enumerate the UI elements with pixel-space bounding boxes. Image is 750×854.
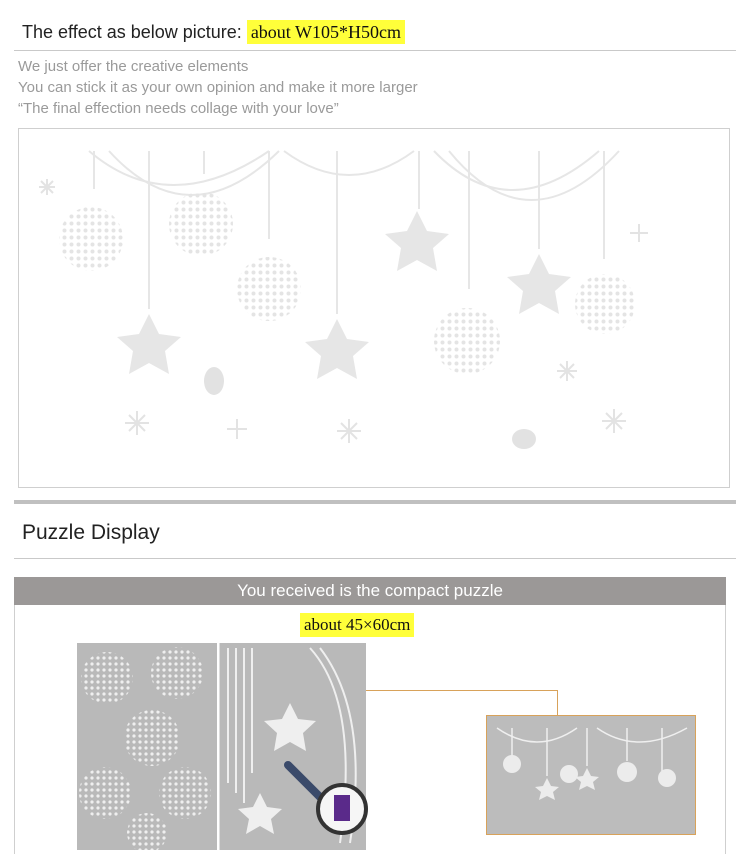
section2-title: Puzzle Display	[22, 521, 160, 544]
desc-line-1: We just offer the creative elements	[18, 58, 249, 75]
angel-icon	[204, 367, 536, 449]
puzzle-banner: You received is the compact puzzle	[14, 577, 726, 605]
puzzle-size-badge: about 45×60cm	[300, 613, 414, 637]
divider	[14, 558, 736, 559]
ornament-ball-icon	[79, 647, 211, 850]
connector-line	[557, 690, 558, 715]
magnifier-icon	[282, 757, 372, 837]
assembled-preview	[486, 715, 696, 835]
section1-title	[22, 22, 405, 43]
section-separator	[14, 500, 736, 504]
puzzle-sheet-left	[77, 643, 217, 850]
section1-title-text: The effect as below picture:	[22, 22, 242, 42]
desc-line-3: “The final effection needs collage with your love”	[18, 100, 339, 117]
divider	[14, 50, 736, 51]
connector-line	[366, 690, 558, 691]
section1-size-badge: about W105*H50cm	[247, 20, 405, 44]
desc-line-2: You can stick it as your own opinion and make it more larger	[18, 79, 418, 96]
effect-picture	[18, 128, 730, 488]
